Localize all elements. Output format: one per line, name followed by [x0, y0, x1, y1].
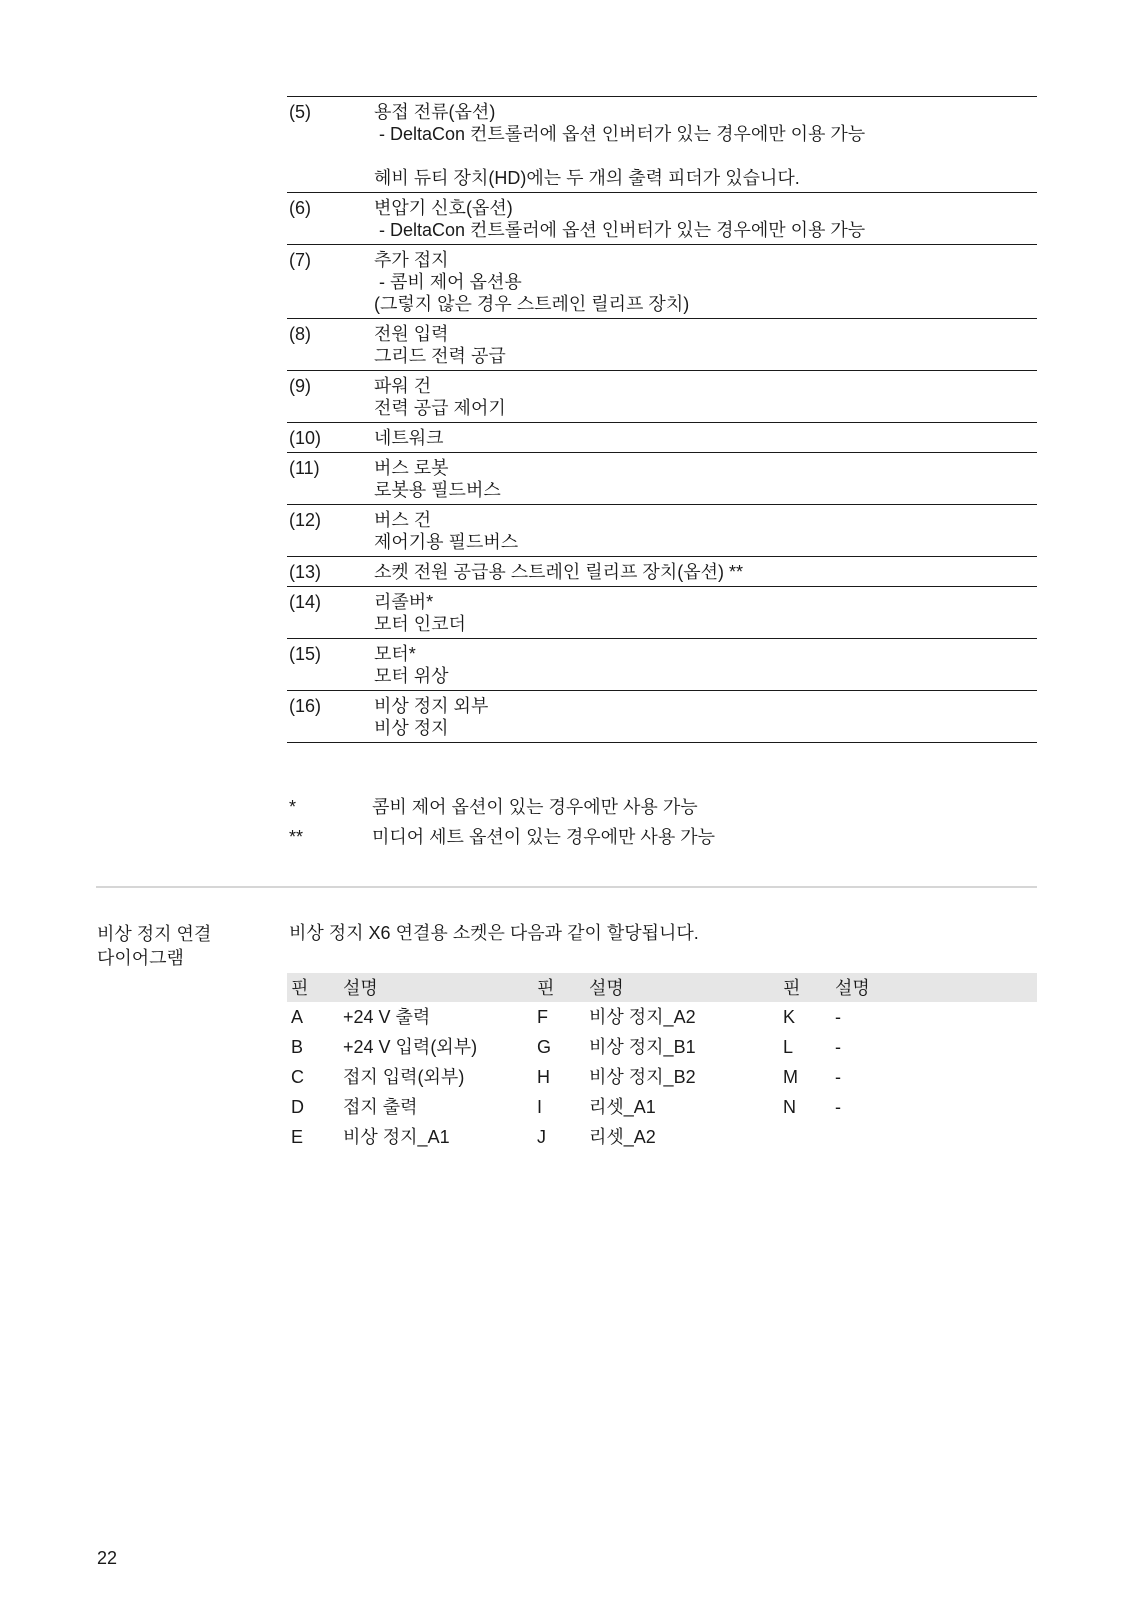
- legend-description: [374, 457, 1037, 501]
- legend-description-line: - DeltaCon 컨트롤러에 옵션 인버터가 있는 경우에만 이용 가능: [374, 124, 866, 144]
- legend-description-line: 헤비 듀티 장치(HD)에는 두 개의 출력 피더가 있습니다.: [374, 168, 800, 188]
- legend-description: [374, 561, 1037, 583]
- legend-row: [287, 371, 1037, 423]
- legend-number: (16): [289, 696, 322, 716]
- legend-description-line: 비상 정지 외부: [374, 696, 489, 716]
- legend-description-line: - 콤비 제어 옵션용: [374, 272, 522, 292]
- footnote-text: 미디어 세트 옵션이 있는 경우에만 사용 가능: [372, 827, 715, 847]
- legend-description-line: 모터*: [374, 644, 416, 664]
- description-cell: 비상 정지_A2: [589, 1007, 696, 1027]
- pin-cell: D: [291, 1097, 304, 1117]
- legend-row: [287, 193, 1037, 245]
- table-row: [287, 1032, 1037, 1062]
- legend-description: [374, 695, 1037, 739]
- page-number: 22: [97, 1548, 118, 1568]
- legend-description-line: 모터 인코더: [374, 614, 466, 634]
- side-label-line-1: 비상 정지 연결: [97, 924, 212, 944]
- legend-description-line: 추가 접지: [374, 250, 449, 270]
- header-pin: 핀: [291, 977, 309, 998]
- table-row: [287, 1122, 1037, 1152]
- description-cell: 비상 정지_B2: [589, 1067, 696, 1087]
- description-cell: +24 V 입력(외부): [343, 1037, 478, 1057]
- legend-description-line: 리졸버*: [374, 592, 434, 612]
- pin-cell: J: [537, 1127, 546, 1147]
- footnote: [289, 826, 1029, 856]
- legend-row: [287, 245, 1037, 319]
- legend-row: [287, 557, 1037, 587]
- component-legend-table: [287, 96, 1037, 743]
- legend-number: (8): [289, 324, 311, 344]
- legend-description: [374, 197, 1037, 241]
- header-pin: 핀: [783, 977, 801, 998]
- section-side-label: [97, 922, 267, 970]
- legend-row: [287, 691, 1037, 743]
- legend-description: [374, 427, 1037, 449]
- header-description: 설명: [343, 977, 378, 998]
- legend-description-line: 버스 건: [374, 510, 432, 530]
- legend-description-line: 변압기 신호(옵션): [374, 198, 513, 218]
- legend-number: (5): [289, 102, 311, 122]
- description-cell: 리셋_A1: [589, 1097, 656, 1117]
- legend-row: [287, 639, 1037, 691]
- description-cell: 리셋_A2: [589, 1127, 656, 1147]
- legend-number: (7): [289, 250, 311, 270]
- description-cell: +24 V 출력: [343, 1007, 431, 1027]
- side-label-line-2: 다이어그램: [97, 948, 184, 968]
- legend-row: [287, 319, 1037, 371]
- legend-description: [374, 249, 1037, 315]
- pin-cell: L: [783, 1037, 794, 1057]
- table-row: [287, 1062, 1037, 1092]
- legend-row: [287, 423, 1037, 453]
- legend-description-line: (그렇지 않은 경우 스트레인 릴리프 장치): [374, 294, 690, 314]
- legend-row: [287, 97, 1037, 193]
- description-cell: 접지 출력: [343, 1097, 418, 1117]
- pin-cell: [779, 1122, 831, 1152]
- legend-row: [287, 453, 1037, 505]
- description-cell: -: [835, 1007, 841, 1027]
- pin-cell: E: [291, 1127, 304, 1147]
- legend-number: (15): [289, 644, 322, 664]
- legend-number: (12): [289, 510, 322, 530]
- pin-cell: M: [783, 1067, 798, 1087]
- legend-row: [287, 587, 1037, 639]
- pin-cell: I: [537, 1097, 543, 1117]
- footnote: [289, 796, 1029, 826]
- pin-cell: H: [537, 1067, 550, 1087]
- footnote-mark: **: [289, 827, 304, 847]
- footnotes: [289, 796, 1029, 856]
- description-cell: [831, 1122, 1037, 1152]
- legend-row: [287, 505, 1037, 557]
- legend-description-line: 버스 로봇: [374, 458, 449, 478]
- legend-description: [374, 101, 1037, 189]
- description-cell: 비상 정지_B1: [589, 1037, 696, 1057]
- legend-number: (10): [289, 428, 322, 448]
- legend-description: [374, 375, 1037, 419]
- legend-description: [374, 643, 1037, 687]
- legend-description-line: 네트워크: [374, 428, 444, 448]
- pin-assignment-table: [287, 973, 1037, 1152]
- legend-description-line: 전원 입력: [374, 324, 449, 344]
- pin-cell: F: [537, 1007, 548, 1027]
- header-pin: 핀: [537, 977, 555, 998]
- pin-table-header-row: [287, 973, 1037, 1002]
- description-cell: 접지 입력(외부): [343, 1067, 465, 1087]
- description-cell: -: [835, 1067, 841, 1087]
- legend-number: (9): [289, 376, 311, 396]
- description-cell: -: [835, 1037, 841, 1057]
- table-row: [287, 1002, 1037, 1032]
- header-description: 설명: [835, 977, 870, 998]
- legend-description: [374, 591, 1037, 635]
- table-row: [287, 1092, 1037, 1122]
- legend-number: (13): [289, 562, 322, 582]
- legend-description: [374, 323, 1037, 367]
- description-cell: 비상 정지_A1: [343, 1127, 450, 1147]
- legend-description-line: 용접 전류(옵션): [374, 102, 496, 122]
- legend-number: (6): [289, 198, 311, 218]
- legend-description-line: 모터 위상: [374, 666, 449, 686]
- pin-cell: A: [291, 1007, 304, 1027]
- legend-description-line: 파워 건: [374, 376, 432, 396]
- footnote-text: 콤비 제어 옵션이 있는 경우에만 사용 가능: [372, 797, 698, 817]
- section-intro-text: 비상 정지 X6 연결용 소켓은 다음과 같이 할당됩니다.: [289, 923, 699, 943]
- legend-line-gap: [374, 145, 1037, 167]
- legend-number: (11): [289, 458, 320, 478]
- legend-description: [374, 509, 1037, 553]
- legend-description-line: 로봇용 필드버스: [374, 480, 501, 500]
- legend-description-line: 제어기용 필드버스: [374, 532, 519, 552]
- header-description: 설명: [589, 977, 624, 998]
- legend-description-line: - DeltaCon 컨트롤러에 옵션 인버터가 있는 경우에만 이용 가능: [374, 220, 866, 240]
- pin-cell: C: [291, 1067, 304, 1087]
- legend-number: (14): [289, 592, 322, 612]
- legend-description-line: 그리드 전력 공급: [374, 346, 506, 366]
- legend-description-line: 전력 공급 제어기: [374, 398, 506, 418]
- pin-cell: K: [783, 1007, 796, 1027]
- legend-description-line: 소켓 전원 공급용 스트레인 릴리프 장치(옵션) **: [374, 562, 743, 582]
- section-divider: [96, 886, 1037, 888]
- pin-cell: G: [537, 1037, 552, 1057]
- footnote-mark: *: [289, 797, 297, 817]
- description-cell: -: [835, 1097, 841, 1117]
- pin-cell: N: [783, 1097, 796, 1117]
- legend-description-line: 비상 정지: [374, 718, 449, 738]
- pin-cell: B: [291, 1037, 304, 1057]
